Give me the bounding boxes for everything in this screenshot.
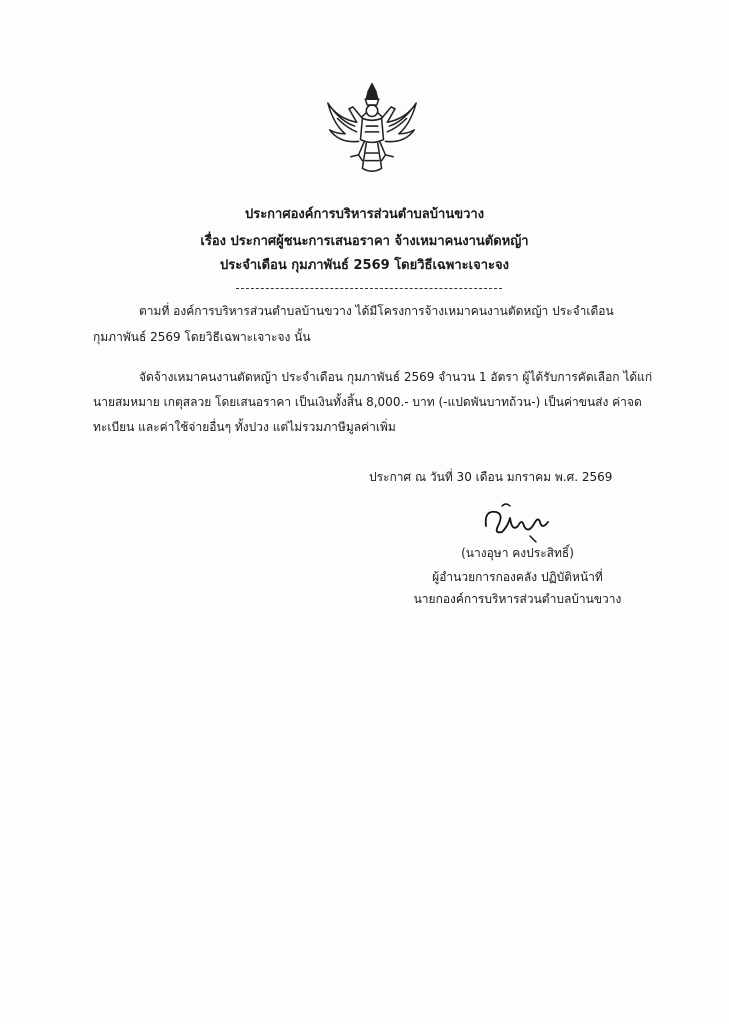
signatory-title-1: ผู้อำนวยการกองคลัง ปฏิบัติหน้าที่ [432, 570, 603, 584]
body-paragraph-2-line-2: นายสมหมาย เกตุสลวย โดยเสนอราคา เป็นเงินทั้งสิ้น 8,000.- บาท (-แปดพันบาทถ้วน-) เป็นค่าขนส่ง ค่าจด [93, 395, 642, 409]
body-paragraph-2-line-3: ทะเบียน และค่าใช้จ่ายอื่นๆ ทั้งปวง แต่ไม่รวมภาษีมูลค่าเพิ่ม [93, 420, 396, 434]
heading-title: ประกาศองค์การบริหารส่วนตำบลบ้านขวาง [244, 207, 485, 222]
garuda-emblem-icon [324, 80, 420, 176]
signatory-title-2: นายกองค์การบริหารส่วนตำบลบ้านขวาง [413, 592, 622, 606]
handwritten-signature-icon [478, 496, 558, 546]
announcement-date: ประกาศ ณ วันที่ 30 เดือน มกราคม พ.ศ. 2569 [369, 470, 613, 484]
signatory-name: (นางอุษา คงประสิทธิ์) [461, 546, 574, 560]
divider-line [236, 288, 502, 289]
body-paragraph-1-line-2: กุมภาพันธ์ 2569 โดยวิธีเฉพาะเจาะจง นั้น [93, 330, 311, 344]
heading-period: ประจำเดือน กุมภาพันธ์ 2569 โดยวิธีเฉพาะเจาะจง [220, 258, 509, 273]
body-paragraph-1-line-1: ตามที่ องค์การบริหารส่วนตำบลบ้านขวาง ได้มีโครงการจ้างเหมาคนงานตัดหญ้า ประจำเดือน [139, 304, 614, 318]
heading-subject: เรื่อง ประกาศผู้ชนะการเสนอราคา จ้างเหมาคนงานตัดหญ้า [200, 234, 529, 249]
body-paragraph-2-line-1: จัดจ้างเหมาคนงานตัดหญ้า ประจำเดือน กุมภาพันธ์ 2569 จำนวน 1 อัตรา ผู้ได้รับการคัดเลือก ได้แก่ [139, 370, 653, 384]
